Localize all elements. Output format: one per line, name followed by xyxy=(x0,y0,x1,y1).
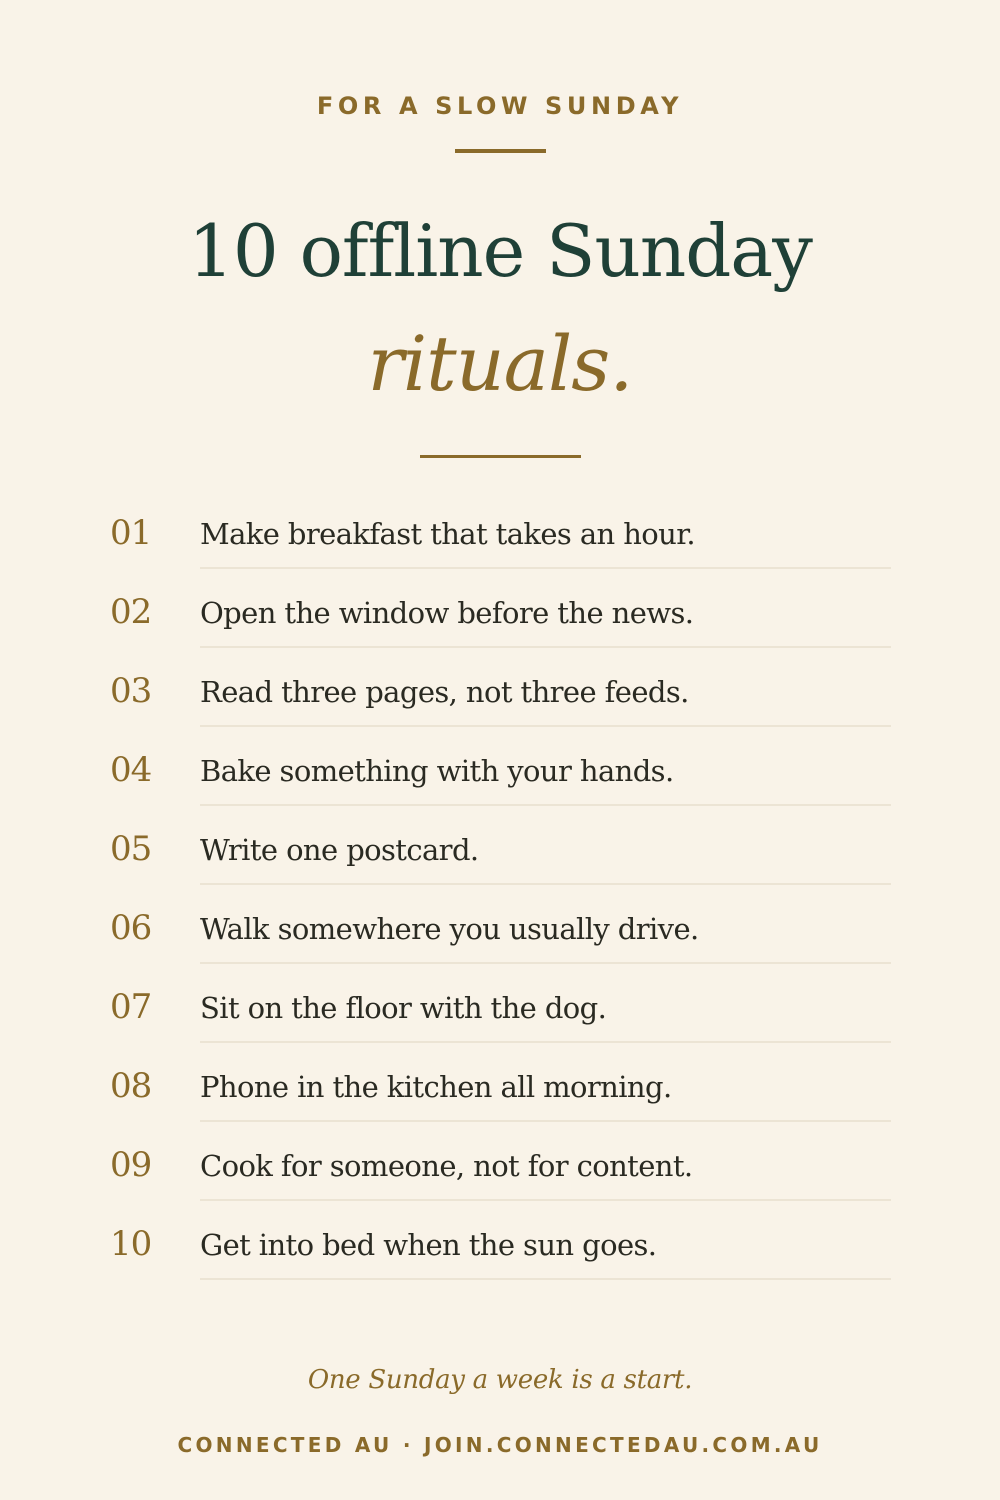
list-item xyxy=(0,1043,1000,1122)
list-item xyxy=(0,964,1000,1043)
item-number: 03 xyxy=(110,671,152,711)
top-divider xyxy=(455,149,546,153)
item-number: 01 xyxy=(110,513,152,553)
list-item xyxy=(0,806,1000,885)
page-title: 10 offline Sunday xyxy=(188,209,812,293)
item-number: 07 xyxy=(110,987,152,1027)
row-divider xyxy=(200,1278,891,1280)
item-text: Sit on the floor with the dog. xyxy=(200,991,607,1025)
eyebrow-label: FOR A SLOW SUNDAY xyxy=(316,92,684,120)
item-number: 05 xyxy=(110,829,152,869)
item-text: Write one postcard. xyxy=(200,833,479,867)
list-item xyxy=(0,727,1000,806)
page-title-accent: rituals. xyxy=(367,319,633,408)
footer-credit: CONNECTED AU · JOIN.CONNECTEDAU.COM.AU xyxy=(177,1433,823,1457)
list-item xyxy=(0,1122,1000,1201)
list-item xyxy=(0,885,1000,964)
list-item xyxy=(0,490,1000,569)
item-number: 09 xyxy=(110,1145,152,1185)
item-number: 08 xyxy=(110,1066,152,1106)
item-text: Read three pages, not three feeds. xyxy=(200,675,689,709)
item-number: 04 xyxy=(110,750,152,790)
item-number: 10 xyxy=(110,1224,152,1264)
item-text: Cook for someone, not for content. xyxy=(200,1149,693,1183)
list-item xyxy=(0,1201,1000,1280)
item-text: Make breakfast that takes an hour. xyxy=(200,517,695,551)
item-text: Bake something with your hands. xyxy=(200,754,674,788)
item-number: 02 xyxy=(110,592,152,632)
list-item xyxy=(0,648,1000,727)
item-number: 06 xyxy=(110,908,152,948)
list-item xyxy=(0,569,1000,648)
item-text: Get into bed when the sun goes. xyxy=(200,1228,657,1262)
item-text: Phone in the kitchen all morning. xyxy=(200,1070,672,1104)
item-text: Open the window before the news. xyxy=(200,596,694,630)
middle-divider xyxy=(420,455,581,458)
item-text: Walk somewhere you usually drive. xyxy=(200,912,699,946)
tagline: One Sunday a week is a start. xyxy=(307,1365,693,1395)
